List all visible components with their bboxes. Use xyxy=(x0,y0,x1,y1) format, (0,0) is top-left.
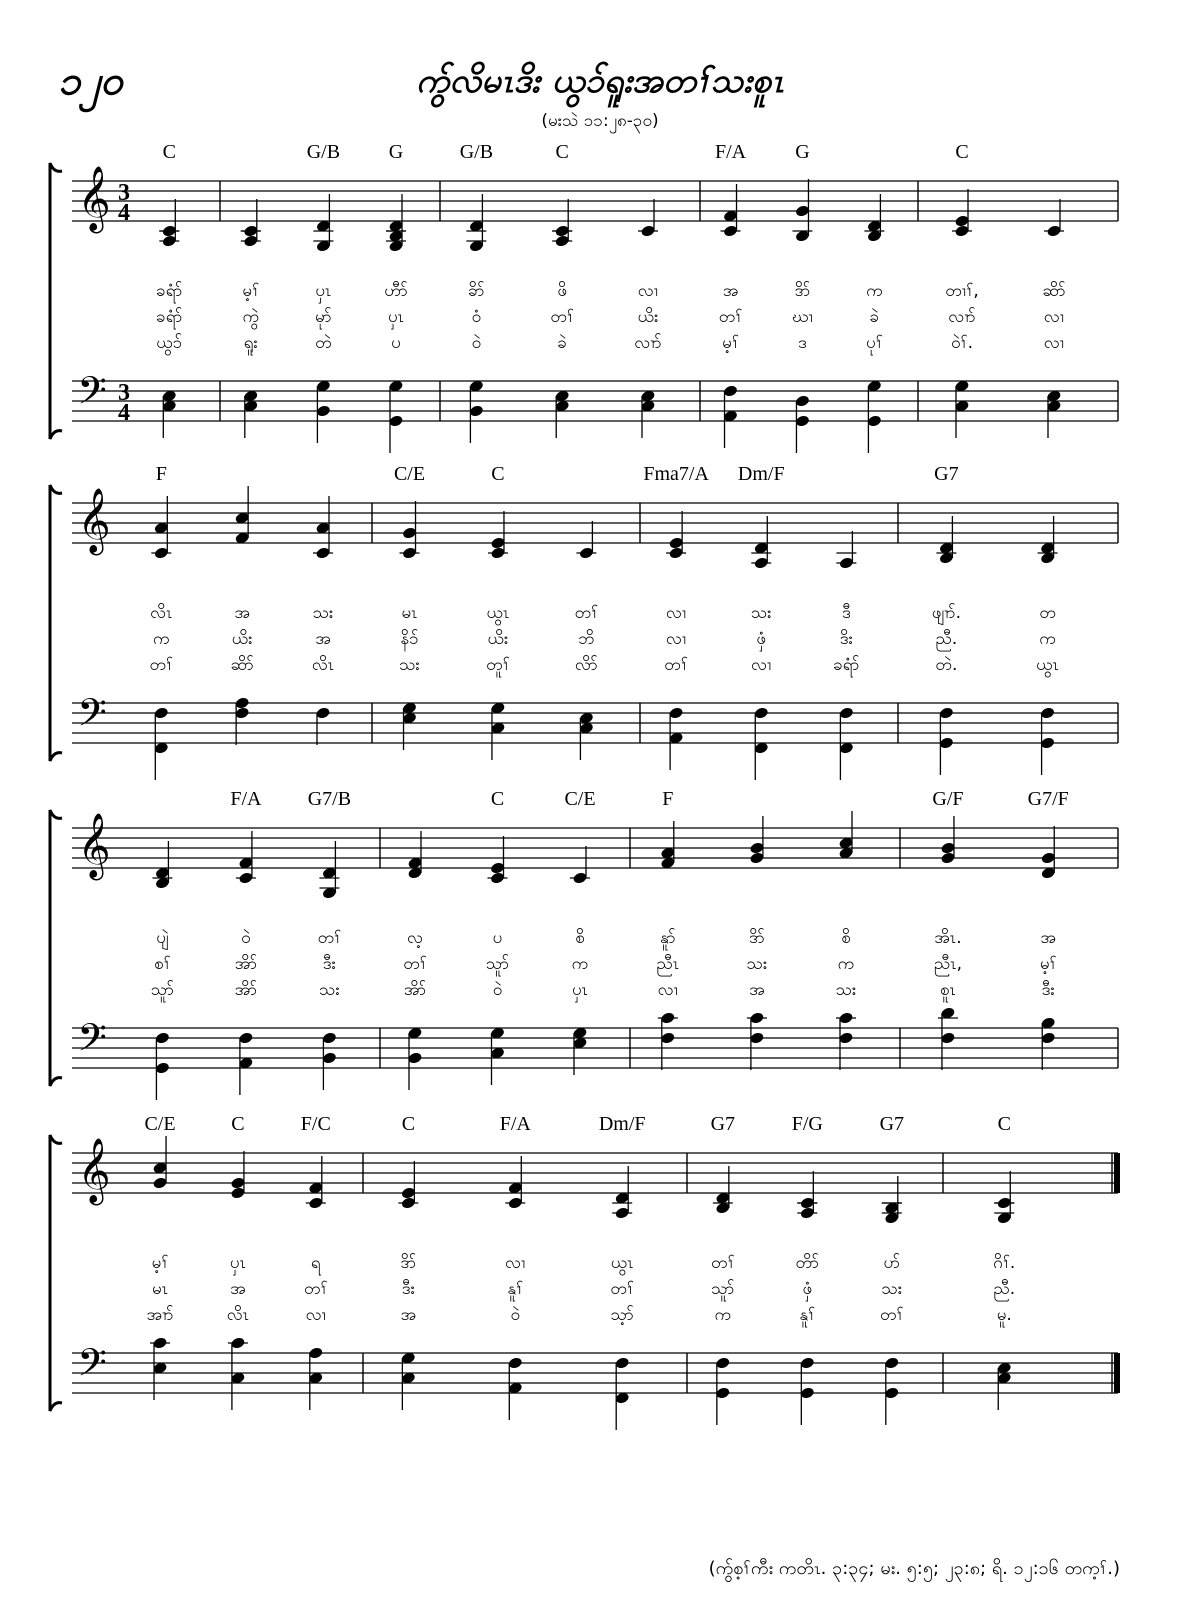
chord-symbol: G/B xyxy=(459,141,494,163)
lyric-syllable: မၤ xyxy=(401,603,418,623)
lyric-syllable: ဒိာ် xyxy=(400,1253,417,1273)
bass-clef-icon: 𝄢 xyxy=(77,1340,107,1394)
lyric-syllable: လၢ xyxy=(305,1305,327,1325)
lyric-syllable: လိၤ xyxy=(150,603,173,623)
lyric-syllable: စၢ် xyxy=(154,954,171,974)
lyric-syllable: က xyxy=(152,629,170,649)
lyric-syllable: ဒိာ် xyxy=(794,281,811,301)
lyric-syllable: အိၤ. xyxy=(934,928,962,948)
lyric-syllable: ယွၤ xyxy=(486,603,510,623)
chord-symbol: G7 xyxy=(934,463,959,485)
lyric-syllable: အိာ် xyxy=(234,954,258,974)
lyric-syllable: တၢ် xyxy=(610,1279,635,1299)
lyric-syllable: ဒ xyxy=(798,333,807,353)
lyric-syllable: ဂိၢ်. xyxy=(993,1253,1016,1273)
lyric-syllable: အ xyxy=(400,1305,417,1325)
lyric-syllable: လၢ xyxy=(665,629,687,649)
bass-clef-icon: 𝄢 xyxy=(77,368,107,422)
lyric-syllable: ပှၤ xyxy=(229,1253,246,1273)
lyric-syllable: သူာ် xyxy=(150,980,175,1000)
system-bracket xyxy=(50,810,62,1086)
chord-symbol: F/C xyxy=(300,1113,331,1135)
lyric-syllable: က xyxy=(837,954,855,974)
lyric-syllable: တၢ် xyxy=(303,1279,328,1299)
lyric-syllable: ခရံာ် xyxy=(156,281,183,301)
lyric-syllable: အ xyxy=(230,1279,246,1299)
lyric-syllable: လၢ xyxy=(637,281,659,301)
lyric-syllable: ယိး xyxy=(231,629,253,649)
system-bracket xyxy=(50,1135,62,1411)
hymn-title: ကွ်လိမၤဒိး ယွၥ်ရူးအတၢ်သးစူၤ xyxy=(416,61,784,101)
lyric-syllable: တၢ် xyxy=(664,655,688,675)
lyric-syllable: ဝဲ xyxy=(510,1305,521,1325)
treble-clef-icon: 𝄞 xyxy=(77,166,111,231)
lyric-syllable: ခရံာ် xyxy=(156,307,183,327)
lyric-syllable: ဖိ xyxy=(557,281,568,301)
lyric-syllable: ဒီး xyxy=(322,954,336,974)
lyric-syllable: ဒီ xyxy=(841,603,851,623)
lyric-syllable: အ xyxy=(1040,928,1057,948)
lyric-syllable: ဖျၢာ်. xyxy=(931,603,962,623)
lyric-syllable: အ xyxy=(315,629,331,649)
lyric-syllable: အိာ် xyxy=(234,980,258,1000)
lyric-syllable: က xyxy=(1039,629,1056,649)
lyric-syllable: ဘိ xyxy=(578,629,595,649)
lyric-syllable: လိၤ xyxy=(311,655,335,675)
lyric-syllable: နူာ် xyxy=(659,928,676,948)
lyric-syllable: သး xyxy=(312,603,334,623)
lyric-syllable: လၢ xyxy=(665,603,687,623)
chord-symbol: F/A xyxy=(714,141,747,163)
lyric-syllable: မၤ xyxy=(151,1279,169,1299)
lyric-syllable: ပ xyxy=(492,928,503,948)
lyric-syllable: တၢၢ်, xyxy=(945,281,979,301)
final-barline-thick xyxy=(1114,1353,1120,1393)
lyric-syllable: အ xyxy=(749,980,765,1000)
lyric-syllable: တၢ် xyxy=(711,1253,735,1273)
chord-symbol: F xyxy=(155,463,167,485)
lyric-syllable: ဝဲ xyxy=(471,333,482,353)
time-signature-bottom: 4 xyxy=(118,200,130,226)
lyric-syllable: ဝဲ xyxy=(492,980,503,1000)
lyric-syllable: လၢ xyxy=(1043,307,1065,327)
lyric-syllable: သး xyxy=(835,980,857,1000)
lyric-syllable: လိၤ xyxy=(226,1305,250,1325)
lyric-syllable: က xyxy=(571,954,589,974)
lyric-syllable: သူာ် xyxy=(485,954,510,974)
time-signature-top: 3 xyxy=(118,380,130,406)
lyric-syllable: ဒီး xyxy=(401,1279,415,1299)
lyric-syllable: လၢာ် xyxy=(634,333,662,353)
chord-symbol: Dm/F xyxy=(598,1113,646,1135)
lyric-syllable: အ xyxy=(722,281,739,301)
lyric-syllable: ညီ. xyxy=(993,1279,1016,1299)
lyric-syllable: လၢ xyxy=(751,655,772,675)
time-signature-bottom: 4 xyxy=(118,400,130,426)
lyric-syllable: မူ. xyxy=(996,1305,1012,1325)
system-bracket xyxy=(50,163,62,439)
chord-symbol: G7 xyxy=(879,1113,905,1135)
lyric-syllable: မ့ၢ် xyxy=(151,1253,169,1273)
scripture-reference: (မးသဲ ၁၁:၂၈-၃၀) xyxy=(541,111,659,131)
lyric-syllable: လၢာ် xyxy=(948,307,976,327)
chord-symbol: C xyxy=(162,141,176,163)
lyric-syllable: တၢ် xyxy=(317,928,342,948)
lyric-syllable: လၢ xyxy=(505,1253,526,1273)
chord-symbol: C xyxy=(491,463,505,485)
lyric-syllable: သး xyxy=(746,954,768,974)
treble-clef-icon: 𝄞 xyxy=(77,1138,111,1203)
final-barline-thick xyxy=(1114,1153,1120,1193)
chord-symbol: G7 xyxy=(710,1113,736,1135)
lyric-syllable: ညီ. xyxy=(935,629,958,649)
lyric-syllable: သး xyxy=(881,1279,903,1299)
lyric-syllable: ယွၤ xyxy=(1036,655,1060,675)
lyric-syllable: ခဲ xyxy=(557,333,567,353)
footer-reference: (ကွ်စ့ၢ်ကီး ကတိၤ. ၃:၃၄; မး. ၅:၅; ၂၃:၈; ရိ. ၁၂:၁၆ တက့ၢ်.) xyxy=(708,1558,1120,1579)
chord-symbol: F/G xyxy=(791,1113,823,1135)
lyric-syllable: မ့ၢ် xyxy=(722,333,739,353)
lyric-syllable: ဝဲ xyxy=(241,928,251,948)
chord-symbol: G xyxy=(795,141,810,163)
chord-symbol: G7/F xyxy=(1027,788,1069,810)
lyric-syllable: ပှၤ xyxy=(387,307,405,327)
chord-symbol: G7/B xyxy=(307,788,352,810)
lyric-syllable: မ့ၢ် xyxy=(1039,954,1057,974)
lyric-syllable: ယွၥ် xyxy=(156,333,183,353)
lyric-syllable: ဒိး xyxy=(839,629,853,649)
bass-clef-icon: 𝄢 xyxy=(77,1015,107,1069)
lyric-syllable: ပာ် xyxy=(883,1253,901,1273)
lyric-syllable: ပှၤ xyxy=(571,980,589,1000)
lyric-syllable: နူၢ် xyxy=(507,1279,524,1299)
lyric-syllable: ဝဲၢ်. xyxy=(950,333,974,353)
chord-symbol: C xyxy=(997,1113,1011,1135)
chord-symbol: Fma7/A xyxy=(643,463,709,485)
lyric-syllable: ဆိာ် xyxy=(230,655,254,675)
lyric-syllable: အၢာ် xyxy=(146,1305,174,1325)
lyric-syllable: တၢ် xyxy=(149,655,174,675)
lyric-syllable: ဒိာ် xyxy=(748,928,765,948)
lyric-syllable: နူၢ် xyxy=(799,1305,816,1325)
chord-symbol: C xyxy=(490,788,505,810)
lyric-syllable: ဃၢ xyxy=(791,307,814,327)
chord-symbol: G xyxy=(388,141,404,163)
lyric-syllable: ဒီး xyxy=(1041,980,1055,1000)
lyric-syllable: စိ xyxy=(575,928,585,948)
bass-clef-icon: 𝄢 xyxy=(77,690,107,744)
chord-symbol: F/A xyxy=(499,1113,531,1135)
chord-symbol: C xyxy=(955,141,969,163)
lyric-syllable: ပ xyxy=(391,333,401,353)
lyric-syllable: က xyxy=(866,281,883,301)
lyric-syllable: တၢ် xyxy=(574,603,599,623)
lyric-syllable: ပျဲ xyxy=(156,928,169,948)
lyric-syllable: ဟီာ် xyxy=(384,281,408,301)
hymn-number: ၁၂၀ xyxy=(58,58,123,104)
lyric-syllable: တၢ် xyxy=(879,1305,904,1325)
lyric-syllable: မုာ် xyxy=(315,307,332,327)
lyric-syllable: တိာ် xyxy=(795,1253,820,1273)
lyric-syllable: တဲ. xyxy=(935,655,958,675)
chord-symbol: C xyxy=(401,1113,416,1135)
lyric-syllable: ယိး xyxy=(637,307,659,327)
lyric-syllable: တူၢ် xyxy=(486,655,510,675)
lyric-syllable: ခဲ xyxy=(869,307,880,327)
chord-symbol: G/F xyxy=(932,788,964,810)
lyric-syllable: တၢ် xyxy=(403,954,427,974)
lyric-syllable: ခိာ် xyxy=(468,281,485,301)
system-bracket xyxy=(50,485,62,761)
lyric-syllable: စူၤ xyxy=(939,980,956,1000)
chord-symbol: C xyxy=(555,141,569,163)
treble-clef-icon: 𝄞 xyxy=(77,813,111,878)
chord-symbol: C/E xyxy=(564,788,596,810)
lyric-syllable: သး xyxy=(750,603,772,623)
lyric-syllable: ခရံာ် xyxy=(833,655,860,675)
lyric-syllable: တဲ xyxy=(315,333,332,353)
lyric-syllable: စိ xyxy=(841,928,851,948)
lyric-syllable: လ့ xyxy=(407,928,423,948)
lyric-syllable: ညီၤ, xyxy=(933,954,963,974)
lyric-syllable: နိၥ် xyxy=(400,629,419,649)
lyric-syllable: ညီၤ xyxy=(656,954,680,974)
time-signature-top: 3 xyxy=(118,180,130,206)
lyric-syllable: သး xyxy=(399,655,420,675)
lyric-syllable: သး xyxy=(319,980,340,1000)
lyric-syllable: အိာ် xyxy=(403,980,427,1000)
lyric-syllable: လၢ xyxy=(657,980,679,1000)
chord-symbol: F/A xyxy=(230,788,262,810)
chord-symbol: Dm/F xyxy=(737,463,785,485)
lyric-syllable: တ xyxy=(1039,603,1056,623)
chord-symbol: C/E xyxy=(144,1113,176,1135)
chord-symbol: C xyxy=(231,1113,245,1135)
treble-clef-icon: 𝄞 xyxy=(77,488,111,553)
chord-symbol: G/B xyxy=(306,141,341,163)
lyric-syllable: ကွဲ xyxy=(242,307,260,327)
lyric-syllable: တၢ် xyxy=(550,307,575,327)
lyric-syllable: ရူး xyxy=(243,333,258,353)
lyric-syllable: သူာ် xyxy=(711,1279,735,1299)
lyric-syllable: ဝံ xyxy=(471,307,482,327)
chord-symbol: C/E xyxy=(393,463,426,485)
lyric-syllable: သ့ာ် xyxy=(610,1305,634,1325)
chord-symbol: F xyxy=(662,788,674,810)
lyric-syllable: ဖှံ xyxy=(756,629,767,649)
lyric-syllable: ရ xyxy=(310,1253,321,1273)
lyric-syllable: လိာ် xyxy=(574,655,598,675)
lyric-syllable: ဆိာ် xyxy=(1042,281,1066,301)
lyric-syllable: အ xyxy=(234,603,250,623)
lyric-syllable: ယွၤ xyxy=(610,1253,634,1273)
lyric-syllable: မ့ၢ် xyxy=(242,281,260,301)
lyric-syllable: ပှၤ xyxy=(315,281,332,301)
lyric-syllable: ဖှံ xyxy=(802,1279,813,1299)
lyric-syllable: တၢ် xyxy=(718,307,743,327)
lyric-syllable: ပုၢ် xyxy=(866,333,883,353)
lyric-syllable: ယိး xyxy=(487,629,509,649)
lyric-syllable: က xyxy=(714,1305,732,1325)
lyric-syllable: လၢ xyxy=(1043,333,1065,353)
